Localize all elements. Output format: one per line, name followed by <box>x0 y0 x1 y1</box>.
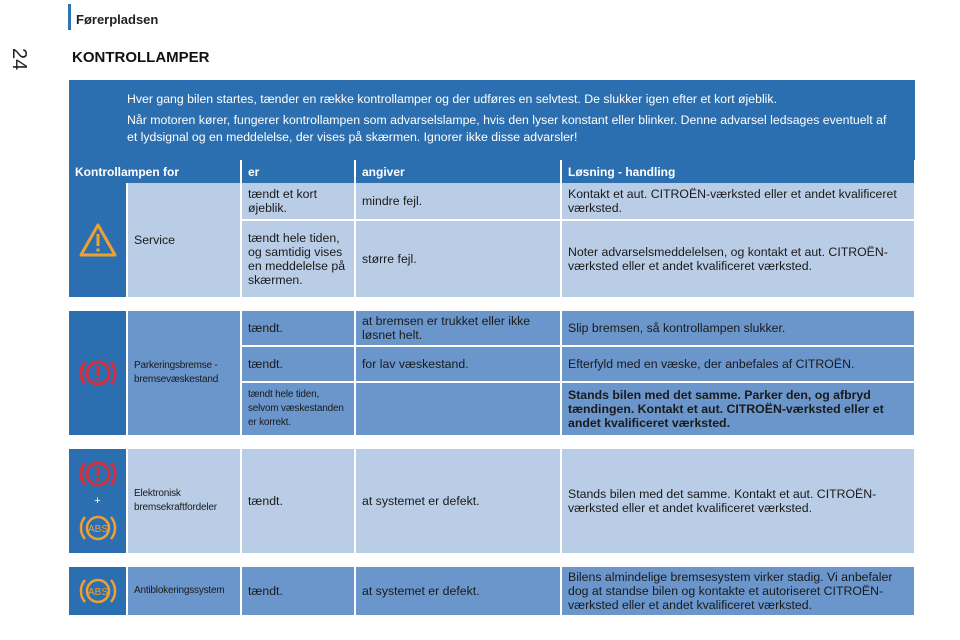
page-number: 24 <box>8 48 30 71</box>
action-cell: Bilens almindelige bremsesystem virker stadig. Vi anbefaler dog at standse bilen og kontakte et autoriseret CITROËN-værksted eller et andet kvalificeret værksted. <box>561 566 915 616</box>
indicates-cell: at bremsen er trukket eller ikke løsnet helt. <box>355 310 561 346</box>
action-cell: Kontakt et aut. CITROËN-værksted eller et andet kvalificeret værksted. <box>561 183 915 220</box>
action-cell: Slip bremsen, så kontrollampen slukker. <box>561 310 915 346</box>
action-cell: Stands bilen med det samme. Kontakt et aut. CITROËN-værksted eller et andet kvalificeret værksted. <box>561 448 915 554</box>
col-header-indicates: angiver <box>355 160 561 183</box>
action-cell: Efterfyld med en væske, der anbefales af CITROËN. <box>561 346 915 382</box>
header-accent-bar <box>68 4 71 30</box>
section-label: Førerpladsen <box>76 12 159 27</box>
state-cell: tændt hele tiden, og samtidig vises en meddelelse på skærmen. <box>241 220 355 298</box>
abs-icon-cell <box>69 566 127 616</box>
lamp-name-ebd: Elektronisk bremsekraftfordeler <box>127 448 241 554</box>
table-row <box>69 566 915 616</box>
table-header-row <box>69 160 915 183</box>
state-cell: tændt. <box>241 566 355 616</box>
col-header-lamp: Kontrollampen for <box>69 160 241 183</box>
col-header-state: er <box>241 160 355 183</box>
indicates-cell: at systemet er defekt. <box>355 448 561 554</box>
action-cell: Noter advarselsmeddelelsen, og kontakt et aut. CITROËN-værksted eller et andet kvalificeret værksted. <box>561 220 915 298</box>
action-cell: Stands bilen med det samme. Parker den, og afbryd tændingen. Kontakt et aut. CITROËN-værksted eller et andet kvalificeret værksted. <box>561 382 915 436</box>
row-spacer <box>69 298 915 310</box>
brake-warning-icon <box>77 353 119 393</box>
parking-icon-cell <box>69 310 127 436</box>
state-cell: tændt. <box>241 310 355 346</box>
state-cell: tændt hele tiden, selvom væskestanden er korrekt. <box>241 382 355 436</box>
abs-icon <box>77 571 119 611</box>
indicates-cell: for lav væskestand. <box>355 346 561 382</box>
abs-icon <box>77 508 119 548</box>
row-spacer <box>69 436 915 448</box>
service-icon-cell <box>69 183 127 298</box>
intro-paragraph-2: Når motoren kører, fungerer kontrollampen som advarselslampe, hvis den lyser konstant eller blinker. Denne advarsel ledsages eventuelt af et lydsignal og en meddelelse, der vises på skærmen. Ignorer ikke disse advarsler! <box>127 113 887 144</box>
state-cell: tændt. <box>241 346 355 382</box>
ebd-icon-cell <box>69 448 127 554</box>
abs-icon-label: ABS <box>87 524 108 535</box>
brake-warning-icon <box>77 454 119 494</box>
row-spacer <box>69 554 915 566</box>
state-cell: tændt et kort øjeblik. <box>241 183 355 220</box>
indicates-cell: mindre fejl. <box>355 183 561 220</box>
warning-lamps-table <box>69 160 916 617</box>
abs-icon-label: ABS <box>87 587 108 598</box>
plus-sign: + <box>94 495 101 507</box>
col-header-action: Løsning - handling <box>561 160 915 183</box>
indicates-cell: at systemet er defekt. <box>355 566 561 616</box>
intro-paragraph-1: Hver gang bilen startes, tænder en række kontrollamper og der udføres en selvtest. De slukker igen efter et kort øjeblik. <box>127 92 777 106</box>
table-row <box>69 183 915 220</box>
table-row <box>69 310 915 346</box>
warning-triangle-icon <box>78 222 118 258</box>
state-cell: tændt. <box>241 448 355 554</box>
page-title: KONTROLLAMPER <box>72 49 210 66</box>
lamp-name-abs: Antiblokeringssystem <box>127 566 241 616</box>
intro-box <box>69 80 915 160</box>
lamp-name-service: Service <box>127 183 241 298</box>
table-row <box>69 448 915 554</box>
indicates-cell <box>355 382 561 436</box>
indicates-cell: større fejl. <box>355 220 561 298</box>
lamp-name-parking: Parkeringsbremse - bremsevæskestand <box>127 310 241 436</box>
